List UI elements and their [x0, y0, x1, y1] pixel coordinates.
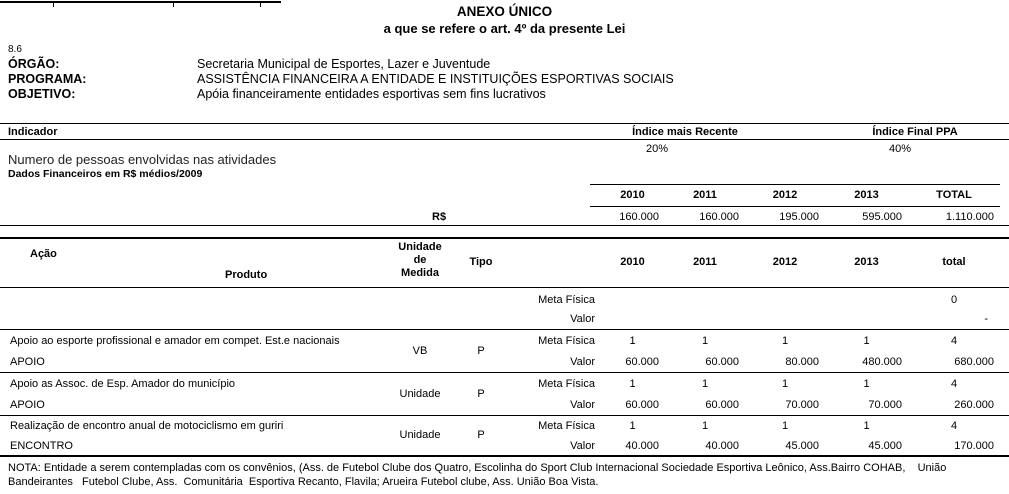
- tipo-value: P: [477, 429, 485, 441]
- meta-value: 1: [629, 420, 636, 432]
- meta-value: 1: [863, 378, 870, 390]
- action-name: Realização de encontro anual de motociclismo em guriri: [10, 420, 284, 432]
- top-table-remnant-line: [0, 1, 281, 3]
- indice-ppa-header: Índice Final PPA: [872, 126, 958, 138]
- meta-value: 1: [781, 378, 789, 390]
- divider: [0, 225, 1009, 226]
- meta-fisica-label: Meta Física: [538, 378, 595, 390]
- total-header: total: [942, 256, 966, 268]
- meta-fisica-label: Meta Física: [538, 420, 595, 432]
- rs-value: 160.000: [699, 211, 739, 223]
- indice-recente-value: 20%: [645, 143, 669, 155]
- year-header: 2010: [620, 256, 645, 268]
- meta-value: 1: [863, 420, 870, 432]
- valor-value: 60.000: [705, 399, 739, 411]
- meta-value: 1: [629, 335, 636, 347]
- meta-value: 1: [701, 335, 709, 347]
- rs-value: 195.000: [779, 211, 819, 223]
- indice-recente-header: Índice mais Recente: [632, 126, 738, 138]
- orgao-value: Secretaria Municipal de Esportes, Lazer e Juventude: [197, 57, 491, 71]
- year-header: 2012: [772, 189, 798, 201]
- action-row: [0, 288, 1009, 330]
- nota-footnote: NOTA: Entidade a serem contempladas com os convênios, (Ass. de Futebol Clube dos Quatro, Escolinha do Sport Club Internacional Sociedade Esportiva Leônico, Ass.Bairro COHAB, União Bandeirantes Futebol Clube, Ass. Comunitária Esportiva Recanto, Flavila; Arueira Futebol clube, Ass. União Boa Vista.: [8, 462, 950, 488]
- action-row: [0, 330, 1009, 373]
- objetivo-label: OBJETIVO:: [8, 87, 76, 101]
- year-header: 2013: [854, 256, 879, 268]
- annex-subtitle: a que se refere o art. 4º da presente Lei: [383, 21, 626, 36]
- unidade-line: Unidade: [398, 241, 442, 253]
- acao-column-header: Ação: [30, 248, 57, 260]
- valor-label: Valor: [570, 356, 595, 368]
- valor-value: 60.000: [705, 356, 739, 368]
- section-number: 8.6: [8, 44, 22, 55]
- objetivo-value: Apóia financeiramente entidades esportivas sem fins lucrativos: [197, 87, 546, 101]
- valor-value: 60.000: [625, 356, 659, 368]
- programa-value: ASSISTÊNCIA FINANCEIRA A ENTIDADE E INSTITUIÇÕES ESPORTIVAS SOCIAIS: [197, 72, 674, 86]
- rs-value: 160.000: [619, 211, 659, 223]
- action-name: Apoio as Assoc. de Esp. Amador do município: [10, 378, 236, 390]
- action-row: [0, 373, 1009, 416]
- divider: [590, 184, 1000, 185]
- valor-value: 480.000: [862, 356, 902, 368]
- dados-financeiros-label: Dados Financeiros em R$ médios/2009: [8, 168, 203, 180]
- unidade-line: de: [413, 254, 427, 266]
- tipo-value: P: [477, 388, 485, 400]
- unidade-line: Medida: [401, 267, 439, 279]
- rs-label: R$: [432, 211, 447, 223]
- year-header: 2010: [620, 189, 645, 201]
- tipo-column-header: Tipo: [469, 256, 493, 268]
- valor-value: 70.000: [868, 399, 902, 411]
- action-product: APOIO: [10, 399, 45, 411]
- valor-value: 40.000: [625, 440, 659, 452]
- programa-label: PROGRAMA:: [8, 72, 87, 86]
- tipo-value: P: [477, 345, 485, 357]
- rs-total-value: 1.110.000: [945, 211, 994, 223]
- meta-total: 4: [950, 335, 958, 347]
- meta-value: 1: [781, 420, 789, 432]
- divider: [0, 123, 1009, 124]
- action-product: ENCONTRO: [10, 440, 73, 452]
- meta-fisica-label: Meta Física: [538, 335, 595, 347]
- unidade-value: Unidade: [399, 388, 441, 400]
- valor-value: -: [984, 313, 988, 325]
- valor-total: 170.000: [954, 440, 994, 452]
- table-top-border: [0, 237, 1009, 239]
- valor-value: 45.000: [868, 440, 902, 452]
- valor-value: 70.000: [785, 399, 819, 411]
- year-header: 2011: [693, 189, 717, 201]
- year-header: 2013: [854, 189, 879, 201]
- action-product: APOIO: [10, 356, 45, 368]
- unidade-value: Unidade: [399, 429, 441, 441]
- meta-value: 1: [701, 378, 709, 390]
- indicador-header: Indicador: [8, 126, 58, 138]
- meta-total: 4: [950, 420, 958, 432]
- action-row: [0, 416, 1009, 457]
- produto-column-header: Produto: [225, 269, 268, 281]
- meta-value: 1: [701, 420, 709, 432]
- valor-label: Valor: [570, 440, 595, 452]
- meta-total: 4: [950, 378, 958, 390]
- valor-value: 80.000: [785, 356, 819, 368]
- indicator-description: Numero de pessoas envolvidas nas atividades: [8, 152, 277, 167]
- valor-value: 45.000: [785, 440, 819, 452]
- valor-label: Valor: [570, 313, 595, 325]
- rs-value: 595.000: [862, 211, 902, 223]
- meta-value: 1: [863, 335, 870, 347]
- total-header: TOTAL: [936, 189, 972, 201]
- indice-ppa-value: 40%: [888, 143, 912, 155]
- year-header: 2011: [693, 256, 717, 268]
- unidade-column-header: [390, 241, 450, 280]
- action-name: Apoio ao esporte profissional e amador em compet. Est.e nacionais: [10, 335, 340, 347]
- valor-value: 40.000: [705, 440, 739, 452]
- divider: [590, 206, 1000, 207]
- orgao-label: ÓRGÃO:: [8, 57, 60, 71]
- meta-value: 1: [781, 335, 789, 347]
- divider: [0, 139, 1009, 140]
- meta-fisica-label: Meta Física: [538, 294, 595, 306]
- meta-value: 0: [950, 294, 958, 306]
- valor-label: Valor: [570, 399, 595, 411]
- year-header: 2012: [772, 256, 798, 268]
- valor-total: 680.000: [954, 356, 994, 368]
- valor-value: 60.000: [625, 399, 659, 411]
- meta-value: 1: [629, 378, 636, 390]
- valor-total: 260.000: [954, 399, 994, 411]
- unidade-value: VB: [412, 345, 428, 357]
- annex-title: ANEXO ÚNICO: [456, 4, 553, 19]
